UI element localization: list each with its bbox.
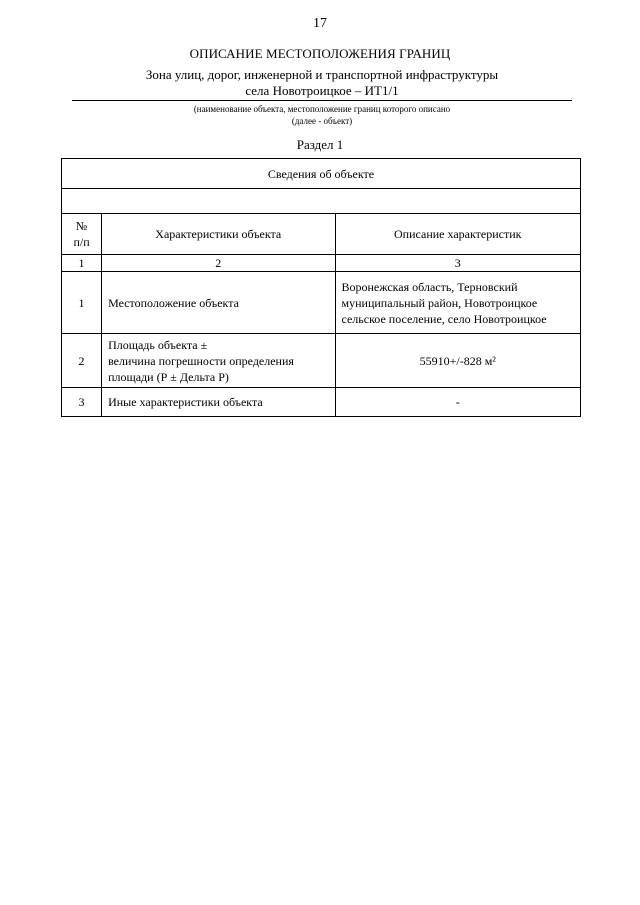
table-empty-cell — [62, 189, 581, 214]
table-column-headers — [62, 214, 581, 255]
row-characteristic — [102, 334, 335, 388]
column-index: 3 — [335, 255, 581, 272]
column-header-num — [62, 214, 102, 255]
row-number: 2 — [62, 334, 102, 388]
column-index: 1 — [62, 255, 102, 272]
table-header-row — [62, 159, 581, 189]
row-characteristic-line: площади (Р ± Дельта Р) — [108, 369, 229, 384]
object-name-underline — [72, 100, 572, 101]
section-title: Раздел 1 — [296, 137, 344, 152]
row-description-line: муниципальный район, Новотроицкое — [341, 295, 538, 310]
column-header-num-line: п/п — [73, 235, 90, 249]
object-name-line: села Новотроицкое – ИТ1/1 — [245, 83, 399, 98]
row-description: 55910+/-828 м² — [335, 334, 581, 388]
row-description-line: Воронежская область, Терновский — [341, 279, 518, 294]
row-number: 1 — [62, 272, 102, 334]
object-caption-line: (наименование объекта, местоположение границ которого описано — [193, 104, 451, 114]
object-info-table — [61, 158, 581, 417]
row-description-line: сельское поселение, село Новотроицкое — [341, 311, 547, 326]
object-name — [72, 67, 572, 99]
row-description — [335, 272, 581, 334]
row-characteristic: Местоположение объекта — [102, 272, 335, 334]
object-caption — [72, 103, 572, 127]
row-characteristic-line: Площадь объекта ± — [108, 337, 208, 352]
table-column-index-row — [62, 255, 581, 272]
column-header-num-line: № — [75, 219, 88, 233]
object-caption-line: (далее - объект) — [291, 116, 353, 126]
row-characteristic: Иные характеристики объекта — [102, 388, 335, 417]
column-header-description: Описание характеристик — [335, 214, 581, 255]
row-description: - — [335, 388, 581, 417]
object-name-line: Зона улиц, дорог, инженерной и транспортной инфраструктуры — [145, 67, 499, 82]
table-empty-row — [62, 189, 581, 214]
table-header: Сведения об объекте — [62, 159, 581, 189]
column-index: 2 — [102, 255, 335, 272]
document-title: ОПИСАНИЕ МЕСТОПОЛОЖЕНИЯ ГРАНИЦ — [189, 46, 451, 61]
column-header-characteristic: Характеристики объекта — [102, 214, 335, 255]
table-row — [62, 334, 581, 388]
page-number: 17 — [313, 16, 327, 31]
table-row — [62, 388, 581, 417]
table-row — [62, 272, 581, 334]
row-number: 3 — [62, 388, 102, 417]
row-characteristic-line: величина погрешности определения — [108, 353, 294, 368]
